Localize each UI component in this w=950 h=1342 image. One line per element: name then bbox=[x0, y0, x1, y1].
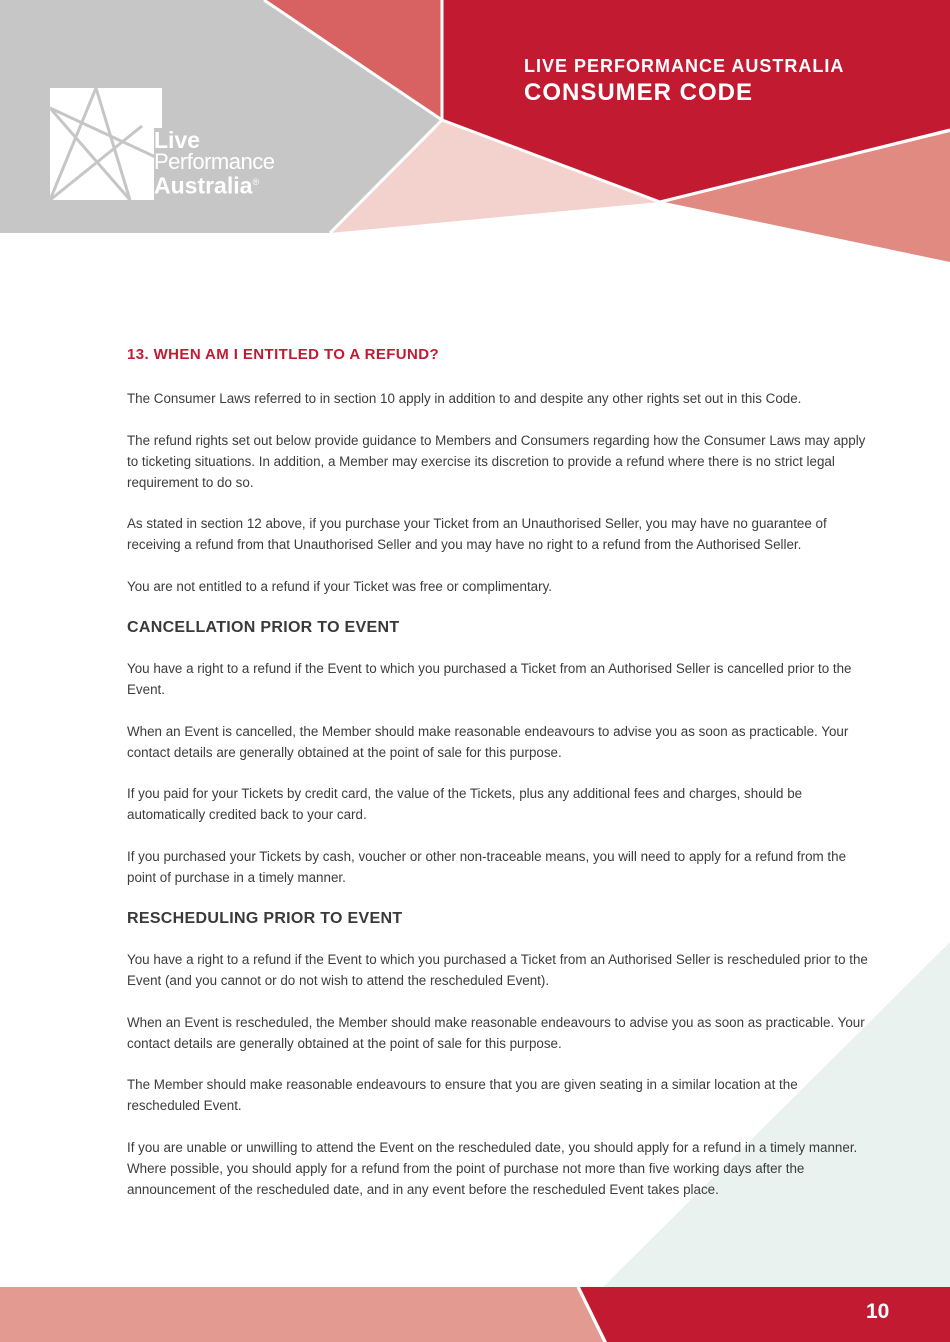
paragraph: The Member should make reasonable endeavours to ensure that you are given seating in a similar location at the rescheduled Event. bbox=[127, 1077, 798, 1113]
paragraph: As stated in section 12 above, if you purchase your Ticket from an Unauthorised Seller, you may have no guarantee of receiving a refund from that Unauthorised Seller and you may have no right to a refund from the Authorised Seller. bbox=[127, 516, 827, 552]
footer-band bbox=[0, 1280, 950, 1342]
paragraph: The refund rights set out below provide guidance to Members and Consumers regarding how the Consumer Laws may apply to ticketing situations. In addition, a Member may exercise its discretion to provide a refund where there is no strict legal requirement to do so. bbox=[127, 432, 866, 490]
paragraph: If you are unable or unwilling to attend the Event on the rescheduled date, you should apply for a refund in a timely manner. Where possible, you should apply for a refund from the point of purchase not more than five working days after the announcement of the rescheduled date, and in any event before the rescheduled Event takes place. bbox=[127, 1139, 858, 1197]
document-name-heading: CONSUMER CODE bbox=[524, 79, 754, 106]
logo-word-australia bbox=[154, 172, 274, 197]
paragraph: When an Event is rescheduled, the Member should make reasonable endeavours to advise you as soon as practicable. Your contact details are generally obtained at the point of sale for this purpose. bbox=[127, 1014, 865, 1051]
paragraph: When an Event is cancelled, the Member should make reasonable endeavours to advise you as soon as practicable. Your contact details are generally obtained at the point of sale for this purpose. bbox=[127, 723, 849, 760]
footer-salmon-panel bbox=[0, 1287, 604, 1342]
org-name-heading: LIVE PERFORMANCE AUSTRALIA bbox=[524, 56, 845, 76]
lpa-logo bbox=[50, 88, 280, 203]
page-content bbox=[127, 344, 872, 1220]
paragraph: The Consumer Laws referred to in section 10 apply in addition to and despite any other rights set out in this Code. bbox=[127, 391, 802, 406]
registered-mark: ® bbox=[252, 177, 260, 187]
logo-word-performance: Performance bbox=[154, 149, 275, 174]
logo-word-live: Live bbox=[154, 127, 201, 153]
footer-red-panel bbox=[580, 1287, 950, 1342]
subheading-cancellation: CANCELLATION PRIOR TO EVENT bbox=[127, 619, 400, 636]
paragraph: You have a right to a refund if the Event to which you purchased a Ticket from an Authorised Seller is cancelled prior to the Event. bbox=[127, 661, 852, 697]
logo-word-australia-text: Australia bbox=[154, 172, 253, 199]
paragraph: You have a right to a refund if the Event to which you purchased a Ticket from an Authorised Seller is rescheduled prior to the Event (and you cannot or do not wish to attend the rescheduled Event). bbox=[127, 952, 868, 988]
paragraph: If you purchased your Tickets by cash, voucher or other non-traceable means, you will need to apply for a refund from the point of purchase in a timely manner. bbox=[127, 848, 847, 885]
subheading-rescheduling: RESCHEDULING PRIOR TO EVENT bbox=[127, 910, 403, 927]
lpa-star-mark-icon bbox=[50, 88, 162, 200]
logo-wordmark bbox=[154, 127, 275, 199]
document-title bbox=[524, 54, 844, 108]
page-number: 10 bbox=[866, 1300, 890, 1323]
section-heading-refund: 13. WHEN AM I ENTITLED TO A REFUND? bbox=[127, 346, 440, 363]
paragraph: If you paid for your Tickets by credit card, the value of the Tickets, plus any additional fees and charges, should be automatically credited back to your card. bbox=[127, 786, 803, 822]
paragraph: You are not entitled to a refund if your Ticket was free or complimentary. bbox=[127, 578, 552, 594]
